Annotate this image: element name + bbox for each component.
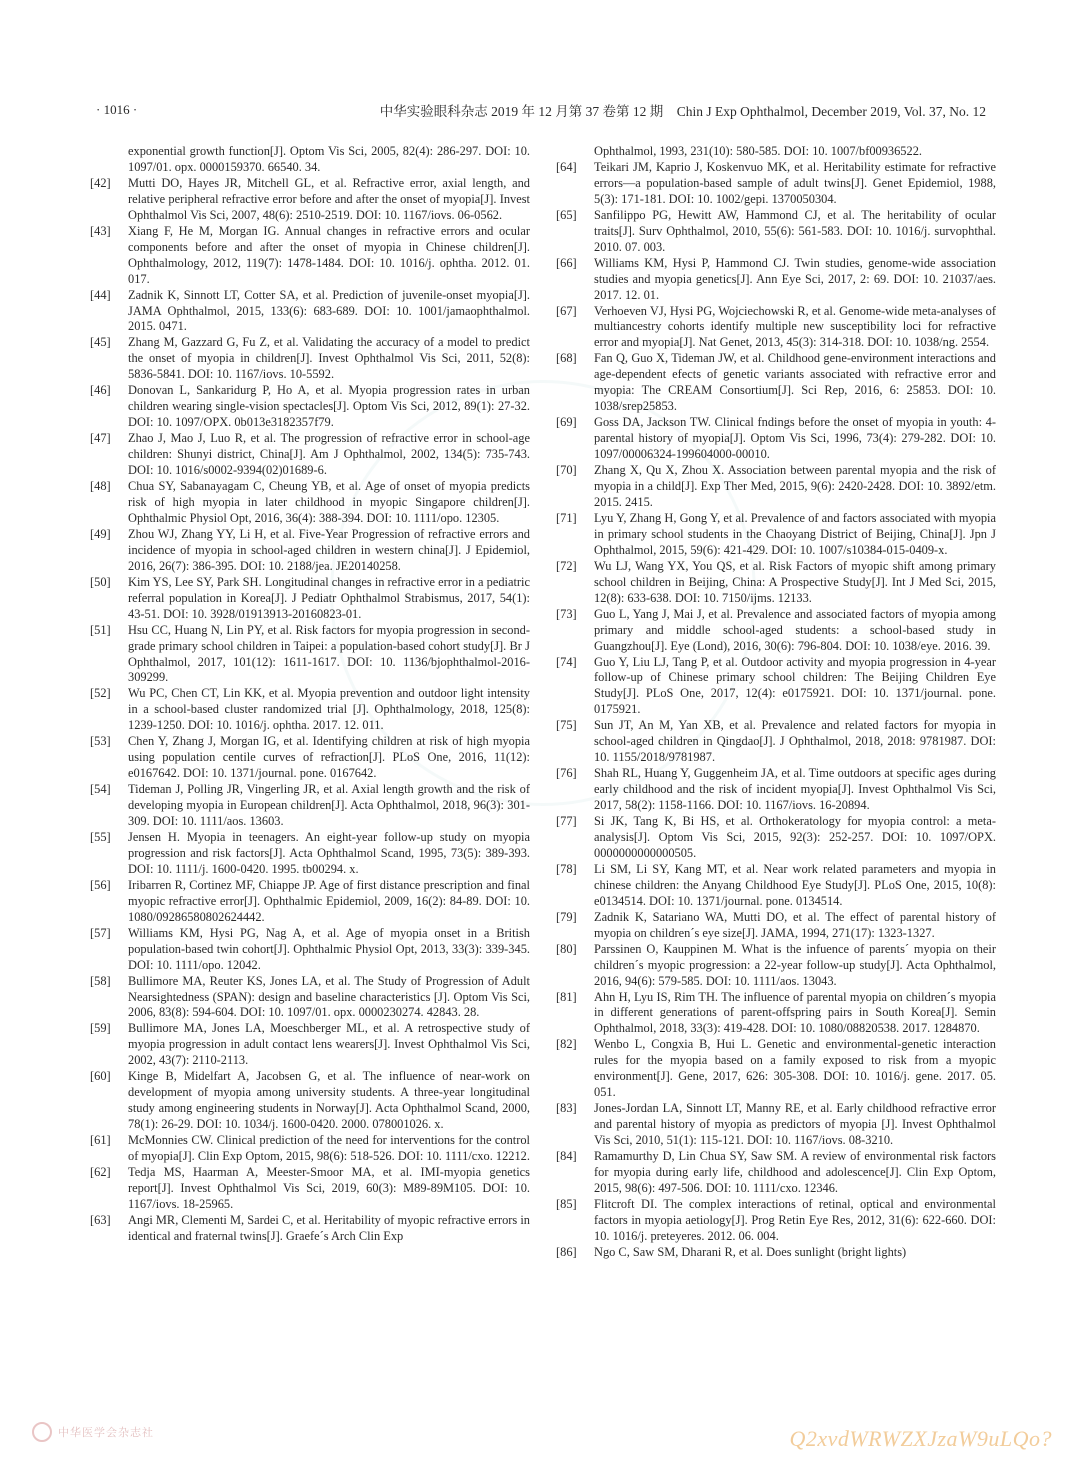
- reference-text: Parssinen O, Kauppinen M. What is the infuence of parents´ myopia on their children´s myopic progression: a 22-year follow-up study[J]. Acta Ophthalmol, 2016, 94(6): 579-585. DOI: 10. 1111/aos. 13043.: [594, 941, 996, 988]
- reference-text: Zadnik K, Satariano WA, Mutti DO, et al. The effect of parental history of myopia on children´s eye size[J]. JAMA, 1994, 271(17): 1323-1327.: [594, 909, 996, 940]
- reference-number: [79]: [556, 909, 577, 924]
- reference-item: [556, 256, 996, 304]
- reference-text: Mutti DO, Hayes JR, Mitchell GL, et al. Refractive error, axial length, and relative peripheral refractive error before and after the onset of myopia[J]. Invest Ophthalmol Vis Sci, 2007, 48(6): 2510-2519. DOI: 10. 1167/iovs. 06-0562.: [128, 175, 530, 222]
- reference-text: Jensen H. Myopia in teenagers. An eight-year follow-up study on myopia progression and risk factors[J]. Acta Ophthalmol Scand, 1995, 73(5): 389-393. DOI: 10. 1111/j. 1600-0420. 1995. tb00294. x.: [128, 829, 530, 876]
- reference-number: [49]: [90, 526, 111, 541]
- reference-number: [64]: [556, 159, 577, 174]
- reference-text: Williams KM, Hysi PG, Nag A, et al. Age of myopia onset in a British population-based twin cohort[J]. Ophthalmic Physiol Opt, 2013, 33(3): 339-345. DOI: 10. 1111/opo. 12042.: [128, 925, 530, 972]
- reference-number: [48]: [90, 479, 111, 494]
- reference-number: [60]: [90, 1069, 111, 1084]
- reference-number: [78]: [556, 861, 577, 876]
- reference-text: Fan Q, Guo X, Tideman JW, et al. Childhood gene-environment interactions and age-dependent efects of genetic variants associated with refractive error and myopia: The CREAM Consortium[J]. Sci Rep, 2016, 6: 25853. DOI: 10. 1038/srep25853.: [594, 351, 996, 414]
- reference-number: [69]: [556, 415, 577, 430]
- reference-item: [556, 559, 996, 607]
- reference-item: [90, 527, 530, 575]
- reference-number: [75]: [556, 718, 577, 733]
- reference-item: [556, 766, 996, 814]
- reference-text: Bullimore MA, Reuter KS, Jones LA, et al. The Study of Progression of Adult Nearsightedness (SPAN): design and baseline characteristics [J]. Optom Vis Sci, 2006, 83(8): 594-604. DOI: 10. 1097/01. opx. 0000230274. 42843. 28.: [128, 973, 530, 1020]
- reference-number: [43]: [90, 223, 111, 238]
- reference-number: [72]: [556, 558, 577, 573]
- reference-number: [70]: [556, 463, 577, 478]
- reference-number: [51]: [90, 622, 111, 637]
- reference-text: exponential growth function[J]. Optom Vis Sci, 2005, 82(4): 286-297. DOI: 10. 1097/01. opx. 0000159370. 66540. 34.: [128, 144, 530, 174]
- reference-text: Wenbo L, Congxia B, Hui L. Genetic and environmental-genetic interaction rules for the myopia based on a family exposed to risk from a myopic environment[J]. Gene, 2017, 626: 305-308. DOI: 10. 1016/j. gene. 2017. 05. 051.: [594, 1037, 996, 1100]
- reference-number: [55]: [90, 829, 111, 844]
- reference-item: [556, 1037, 996, 1101]
- reference-number: [85]: [556, 1196, 577, 1211]
- reference-number: [84]: [556, 1149, 577, 1164]
- reference-item: [556, 1245, 996, 1261]
- reference-item: [556, 942, 996, 990]
- reference-item: [90, 830, 530, 878]
- page-header: [96, 98, 986, 122]
- reference-number: [57]: [90, 925, 111, 940]
- reference-number: [61]: [90, 1133, 111, 1148]
- reference-item: [90, 335, 530, 383]
- reference-item: [90, 974, 530, 1022]
- reference-number: [74]: [556, 654, 577, 669]
- reference-item: [90, 1213, 530, 1245]
- reference-number: [71]: [556, 510, 577, 525]
- reference-number: [62]: [90, 1165, 111, 1179]
- reference-number: [65]: [556, 207, 577, 222]
- reference-text: Angi MR, Clementi M, Sardei C, et al. Heritability of myopic refractive errors in identical and fraternal twins[J]. Graefe´s Arch Clin Exp: [128, 1212, 530, 1243]
- reference-number: [54]: [90, 782, 111, 797]
- reference-text: Sun JT, An M, Yan XB, et al. Prevalence and related factors for myopia in school-aged children in Qingdao[J]. J Ophthalmol, 2018, 2018: 9781987. DOI: 10. 1155/2018/9781987.: [594, 718, 996, 765]
- footer-code: Q2xvdWRWZXJzaW9uLQo?: [789, 1426, 1052, 1451]
- reference-text: Xiang F, He M, Morgan IG. Annual changes in refractive errors and ocular components before and after the onset of myopia in Chinese children[J]. Ophthalmology, 2012, 119(7): 1478-1484. DOI: 10. 1016/j. ophtha. 2012. 01. 017.: [128, 223, 530, 286]
- reference-number: [80]: [556, 941, 577, 956]
- reference-text: Kinge B, Midelfart A, Jacobsen G, et al. The influence of near-work on development of myopia among university students. A three-year longitudinal study among engineering students in Norway[J]. Acta Ophthalmol Scand, 2000, 78(1): 26-29. DOI: 10. 1034/j. 1600-0420. 2000. 078001026. x.: [128, 1069, 530, 1132]
- reference-text: Bullimore MA, Jones LA, Moeschberger ML, et al. A retrospective study of myopia progression in adult contact lens wearers[J]. Invest Ophthalmol Vis Sci, 2002, 43(7): 2110-2113.: [128, 1021, 530, 1068]
- reference-item: [90, 734, 530, 782]
- reference-item: [90, 575, 530, 623]
- reference-item: [556, 910, 996, 942]
- running-head: 中华实验眼科杂志 2019 年 12 月第 37 卷第 12 期 Chin J Exp Ophthalmol, December 2019, Vol. 37, No. 12: [379, 104, 986, 119]
- reference-item: [90, 383, 530, 431]
- reference-item: [556, 990, 996, 1038]
- reference-item: [90, 782, 530, 830]
- reference-text: Zhang X, Qu X, Zhou X. Association between parental myopia and the risk of myopia in a child[J]. Exp Ther Med, 2015, 9(6): 2420-2428. DOI: 10. 3892/etm. 2015. 2415.: [594, 463, 996, 509]
- reference-number: [50]: [90, 574, 111, 589]
- publisher-logo-text: 中华医学会杂志社: [58, 1426, 154, 1439]
- reference-item: [90, 1021, 530, 1069]
- reference-number: [63]: [90, 1212, 111, 1227]
- page-number: · 1016 ·: [96, 102, 138, 117]
- reference-item: [90, 623, 530, 687]
- reference-item: [556, 160, 996, 208]
- reference-item: [556, 1101, 996, 1149]
- reference-item: [556, 655, 996, 719]
- reference-item: [90, 1165, 530, 1213]
- reference-text: Guo L, Yang J, Mai J, et al. Prevalence and associated factors of myopia among primary and middle school-aged students: a school-based study in Guangzhou[J]. Eye (Lond), 2016, 30(6): 796-804. DOI: 10. 1038/eye. 2016. 39.: [594, 606, 996, 653]
- reference-number: [67]: [556, 303, 577, 318]
- reference-text: Zhou WJ, Zhang YY, Li H, et al. Five-Year Progression of refractive errors and incidence of myopia in school-aged children in western china[J]. J Epidemiol, 2016, 26(7): 386-395. DOI: 10. 2188/jea. JE20140258.: [128, 526, 530, 573]
- reference-text: Tideman J, Polling JR, Vingerling JR, et al. Axial length growth and the risk of developing myopia in European children[J]. Acta Ophthalmol, 2018, 96(3): 301-309. DOI: 10. 1111/aos. 13603.: [128, 782, 530, 829]
- reference-text: Ahn H, Lyu IS, Rim TH. The influence of parental myopia on children´s myopia in different generations of parent-offspring pairs in South Korea[J]. Semin Ophthalmol, 2018, 33(3): 419-428. DOI: 10. 1080/08820538. 2017. 1284870.: [594, 989, 996, 1036]
- references-right-column: [556, 144, 996, 1261]
- reference-item: [90, 1133, 530, 1165]
- reference-item: [556, 144, 996, 160]
- reference-number: [47]: [90, 431, 111, 446]
- reference-text: Wu PC, Chen CT, Lin KK, et al. Myopia prevention and outdoor light intensity in a school-based cluster randomized trial [J]. Ophthalmology, 2018, 125(8): 1239-1250. DOI: 10. 1016/j. ophtha. 2017. 12. 011.: [128, 686, 530, 733]
- reference-text: Chen Y, Zhang J, Morgan IG, et al. Identifying children at risk of high myopia using population centile curves of refraction[J]. PLoS One, 2016, 11(12): e0167642. DOI: 10. 1371/journal. pone. 0167642.: [128, 734, 530, 781]
- reference-text: Guo Y, Liu LJ, Tang P, et al. Outdoor activity and myopia progression in 4-year follow-up of Chinese primary school children: The Beijing Children Eye Study[J]. PLoS One, 2017, 12(4): e0175921. DOI: 10. 1371/journal. pone. 0175921.: [594, 654, 996, 717]
- reference-item: [556, 415, 996, 463]
- reference-text: McMonnies CW. Clinical prediction of the need for interventions for the control of myopia[J]. Clin Exp Optom, 2015, 98(6): 518-526. DOI: 10. 1111/cxo. 12212.: [128, 1133, 530, 1164]
- reference-item: [90, 686, 530, 734]
- reference-text: Goss DA, Jackson TW. Clinical fndings before the onset of myopia in youth: 4-parental history of myopia[J]. Optom Vis Sci, 1996, 73(4): 279-282. DOI: 10. 1097/00006324-199604000-00010.: [594, 415, 996, 462]
- reference-number: [53]: [90, 734, 111, 749]
- reference-text: Tedja MS, Haarman A, Meester-Smoor MA, et al. IMI-myopia genetics report[J]. Invest Ophthalmol Vis Sci, 2019, 60(3): M89-89M105. DOI: 10. 1167/iovs. 18-25965.: [128, 1165, 530, 1211]
- reference-text: Sanfilippo PG, Hewitt AW, Hammond CJ, et al. The heritability of ocular traits[J]. Surv Ophthalmol, 2010, 55(6): 561-583. DOI: 10. 1016/j. survophthal. 2010. 07. 003.: [594, 207, 996, 254]
- reference-number: [76]: [556, 766, 577, 781]
- reference-item: [556, 862, 996, 910]
- reference-number: [66]: [556, 255, 577, 270]
- reference-item: [90, 288, 530, 336]
- reference-number: [73]: [556, 606, 577, 621]
- reference-text: Kim YS, Lee SY, Park SH. Longitudinal changes in refractive error in a pediatric referral population in Korea[J]. J Pediatr Ophthalmol Strabismus, 2017, 54(1): 43-51. DOI: 10. 3928/01913913-20160823-01.: [128, 574, 530, 621]
- reference-item: [90, 1069, 530, 1133]
- reference-item: [556, 1149, 996, 1197]
- reference-number: [81]: [556, 989, 577, 1004]
- reference-item: [556, 208, 996, 256]
- reference-number: [77]: [556, 814, 577, 829]
- publisher-logo-icon: [32, 1422, 52, 1442]
- reference-text: Flitcroft DI. The complex interactions of retinal, optical and environmental factors in myopia aetiology[J]. Prog Retin Eye Res, 2012, 31(6): 622-660. DOI: 10. 1016/j. preteyeres. 2012. 06. 004.: [594, 1196, 996, 1243]
- page-footer: [32, 1422, 1052, 1462]
- reference-text: Williams KM, Hysi P, Hammond CJ. Twin studies, genome-wide association studies and myopia genetics[J]. Ann Eye Sci, 2017, 2: 69. DOI: 10. 21037/aes. 2017. 12. 01.: [594, 255, 996, 302]
- reference-text: Wu LJ, Wang YX, You QS, et al. Risk Factors of myopic shift among primary school children in Beijing, China: A Prospective Study[J]. Int J Med Sci, 2015, 12(8): 633-638. DOI: 10. 7150/ijms. 12133.: [594, 558, 996, 605]
- reference-text: Li SM, Li SY, Kang MT, et al. Near work related parameters and myopia in chinese children: the Anyang Childhood Eye Study[J]. PLoS One, 2015, 10(8): e0134514. DOI: 10. 1371/journal. pone. 0134514.: [594, 861, 996, 908]
- reference-item: [556, 463, 996, 511]
- reference-text: Shah RL, Huang Y, Guggenheim JA, et al. Time outdoors at specific ages during early childhood and the risk of incident myopia[J]. Invest Ophthalmol Vis Sci, 2017, 58(2): 1158-1166. DOI: 10. 1167/iovs. 16-20894.: [594, 766, 996, 813]
- reference-number: [42]: [90, 175, 111, 190]
- reference-item: [90, 144, 530, 176]
- reference-text: Zhang M, Gazzard G, Fu Z, et al. Validating the accuracy of a model to predict the onset of myopia in children[J]. Invest Ophthalmol Vis Sci, 2011, 52(8): 5836-5841. DOI: 10. 1167/iovs. 10-5592.: [128, 335, 530, 382]
- reference-item: [90, 878, 530, 926]
- reference-number: [58]: [90, 973, 111, 988]
- reference-text: Si JK, Tang K, Bi HS, et al. Orthokeratology for myopia control: a meta-analysis[J]. Optom Vis Sci, 2015, 92(3): 252-257. DOI: 10. 1097/OPX. 0000000000000505.: [594, 814, 996, 860]
- reference-item: [90, 224, 530, 288]
- reference-text: Verhoeven VJ, Hysi PG, Wojciechowski R, et al. Genome-wide meta-analyses of multiancestry cohorts identify multiple new susceptibility loci for refractive error and myopia[J]. Nat Genet, 2013, 45(3): 314-318. DOI: 10. 1038/ng. 2554.: [594, 303, 996, 350]
- reference-number: [83]: [556, 1101, 577, 1116]
- reference-text: Zadnik K, Sinnott LT, Cotter SA, et al. Prediction of juvenile-onset myopia[J]. JAMA Ophthalmol, 2015, 133(6): 683-689. DOI: 10. 1001/jamaophthalmol. 2015. 0471.: [128, 287, 530, 334]
- reference-text: Chua SY, Sabanayagam C, Cheung YB, et al. Age of onset of myopia predicts risk of high myopia in later childhood in myopic Singapore children[J]. Ophthalmic Physiol Opt, 2016, 36(4): 388-394. DOI: 10. 1111/opo. 12305.: [128, 479, 530, 525]
- reference-text: Hsu CC, Huang N, Lin PY, et al. Risk factors for myopia progression in second-grade primary school children in Taipei: a population-based cohort study[J]. Br J Ophthalmol, 2017, 101(12): 1611-1617. DOI: 10. 1136/bjophthalmol-2016-309299.: [128, 622, 530, 685]
- reference-item: [90, 479, 530, 527]
- reference-number: [59]: [90, 1021, 111, 1036]
- reference-number: [68]: [556, 351, 577, 366]
- reference-item: [556, 304, 996, 352]
- reference-number: [56]: [90, 877, 111, 892]
- reference-number: [46]: [90, 383, 111, 398]
- reference-item: [90, 926, 530, 974]
- reference-item: [556, 718, 996, 766]
- reference-number: [44]: [90, 287, 111, 302]
- reference-text: Zhao J, Mao J, Luo R, et al. The progression of refractive error in school-age children: Shunyi district, China[J]. Am J Ophthalmol, 2002, 134(5): 735-743. DOI: 10. 1016/s0002-9394(02)01689-6.: [128, 431, 530, 478]
- reference-text: Ngo C, Saw SM, Dharani R, et al. Does sunlight (bright lights): [594, 1244, 907, 1259]
- reference-text: Jones-Jordan LA, Sinnott LT, Manny RE, et al. Early childhood refractive error and parental history of myopia as predictors of myopia [J]. Invest Ophthalmol Vis Sci, 2010, 51(1): 115-121. DOI: 10. 1167/iovs. 08-3210.: [594, 1101, 996, 1148]
- reference-item: [90, 431, 530, 479]
- publisher-logo: [32, 1422, 154, 1442]
- reference-number: [82]: [556, 1037, 577, 1052]
- reference-item: [556, 511, 996, 559]
- reference-number: [86]: [556, 1244, 577, 1259]
- references-left-column: [90, 144, 530, 1245]
- reference-text: Lyu Y, Zhang H, Gong Y, et al. Prevalence of and factors associated with myopia in primary school students in the Chaoyang District of Beijing, China[J]. Jpn J Ophthalmol, 2015, 59(6): 421-429. DOI: 10. 1007/s10384-015-0409-x.: [594, 510, 996, 557]
- reference-number: [45]: [90, 335, 111, 350]
- reference-text: Ophthalmol, 1993, 231(10): 580-585. DOI: 10. 1007/bf00936522.: [594, 144, 922, 158]
- reference-item: [556, 351, 996, 415]
- reference-text: Donovan L, Sankaridurg P, Ho A, et al. Myopia progression rates in urban children wearing single-vision spectacles[J]. Optom Vis Sci, 2012, 89(1): 27-32. DOI: 10. 1097/OPX. 0b013e3182357f79.: [128, 383, 530, 430]
- reference-text: Iribarren R, Cortinez MF, Chiappe JP. Age of first distance prescription and final myopic refractive error[J]. Ophthalmic Epidemiol, 2009, 16(2): 84-89. DOI: 10. 1080/09286580802624442.: [128, 877, 530, 924]
- reference-text: Ramamurthy D, Lin Chua SY, Saw SM. A review of environmental risk factors for myopia during early life, childhood and adolescence[J]. Clin Exp Optom, 2015, 98(6): 497-506. DOI: 10. 1111/cxo. 12346.: [594, 1149, 996, 1195]
- reference-item: [556, 1197, 996, 1245]
- reference-text: Teikari JM, Kaprio J, Koskenvuo MK, et al. Heritability estimate for refractive errors—a population-based sample of adult twins[J]. Genet Epidemiol, 1988, 5(3): 171-181. DOI: 10. 1002/gepi. 1370050304.: [594, 159, 996, 206]
- reference-item: [556, 607, 996, 655]
- reference-item: [90, 176, 530, 224]
- reference-item: [556, 814, 996, 862]
- reference-number: [52]: [90, 686, 111, 701]
